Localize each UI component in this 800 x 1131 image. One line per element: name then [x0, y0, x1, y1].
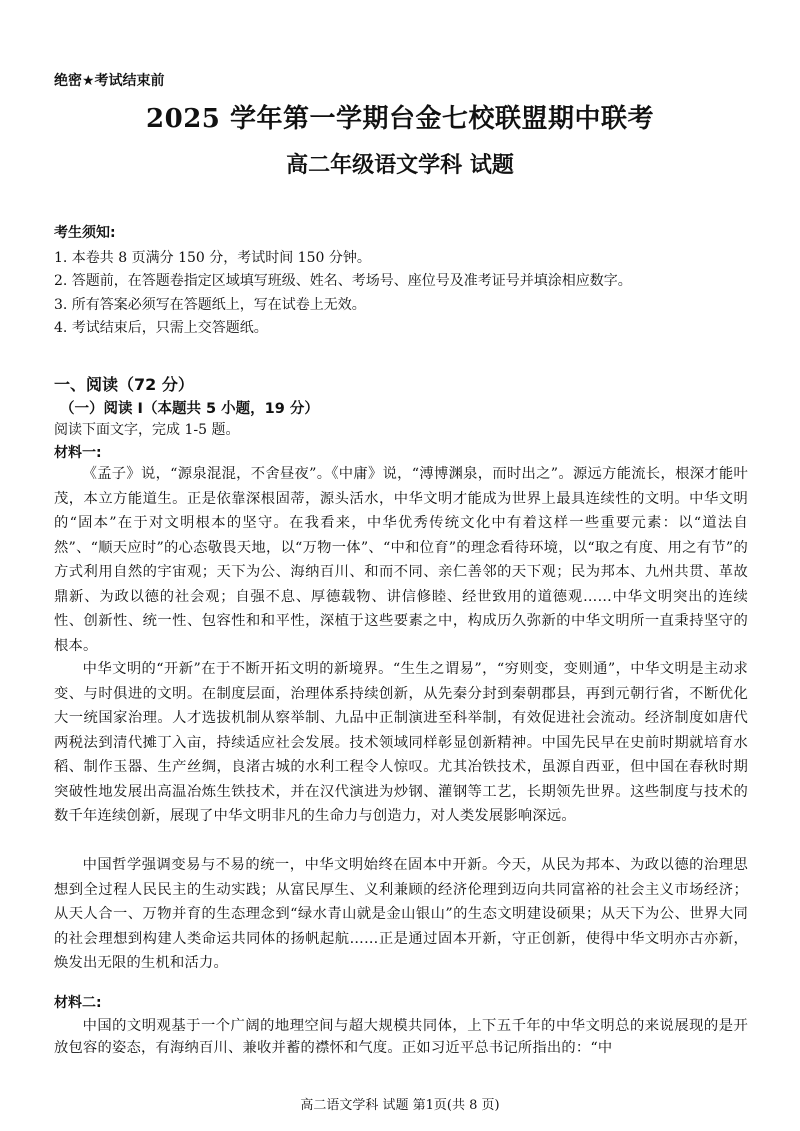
part-title: （一）阅读 Ⅰ（本题共 5 小题，19 分） [60, 401, 319, 417]
secret-mark: 绝密★考试结束前 [54, 73, 165, 89]
exam-subtitle: 高二年级语文学科 试题 [286, 152, 514, 178]
notice-item: 2. 答题前，在答题卷指定区域填写班级、姓名、考场号、座位号及准考证号并填涂相应数字。 [54, 273, 632, 290]
material-two-paragraph-1: 中国的文明观基于一个广阔的地理空间与超大规模共同体，上下五千年的中华文明总的来说展现的是开放包容的姿态，有海纳百川、兼收并蓄的襟怀和气度。正如习近平总书记所指出的：“中 [54, 1018, 748, 1056]
section-title: 一、阅读（72 分） [54, 375, 194, 394]
page-footer: 高二语文学科 试题 第1页(共 8 页) [300, 1098, 500, 1113]
exam-title: 2025 学年第一学期台金七校联盟期中联考 [146, 104, 654, 134]
notice-list [54, 247, 754, 340]
material-two-label: 材料二: [54, 995, 102, 1011]
reading-instruction: 阅读下面文字，完成 1-5 题。 [54, 422, 240, 438]
material-one-paragraph-1: 《孟子》说，“源泉混混，不舍昼夜”。《中庸》说，“溥博渊泉，而时出之”。源远方能流长，根深才能叶茂，本立方能道生。正是依靠深根固蒂，源头活水，中华文明才能成为世界上最具连续性的文明。中华文明的“固本”在于对文明根本的坚守。在我看来，中华优秀传统文化中有着这样一些重要元素：以“道法自然”、“顺天应时”的心态敬畏天地，以“万物一体”、“中和位育”的理念看待环境，以“取之有度、用之有节”的方式利用自然的宇宙观；天下为公、海纳百川、和而不同、亲仁善邻的天下观；民为邦本、九州共贯、革故鼎新、为政以德的社会观；自强不息、厚德载物、讲信修睦、经世致用的道德观……中华文明突出的连续性、创新性、统一性、包容性和和平性，深植于这些要素之中，构成历久弥新的中华文明所一直秉持坚守的根本。 [54, 466, 748, 654]
notice-heading: 考生须知: [54, 225, 116, 241]
notice-item: 3. 所有答案必须写在答题纸上，写在试卷上无效。 [54, 296, 366, 313]
notice-item: 4. 考试结束后，只需上交答题纸。 [54, 319, 268, 336]
material-one-label: 材料一: [54, 445, 102, 461]
notice-item: 1. 本卷共 8 页满分 150 分，考试时间 150 分钟。 [54, 250, 371, 266]
material-one-paragraph-2: 中华文明的“开新”在于不断开拓文明的新境界。“生生之谓易”，“穷则变，变则通”，中华文明是主动求变、与时俱进的文明。在制度层面，治理体系持续创新，从先秦分封到秦朝郡县，再到元朝行省，不断优化大一统国家治理。人才选拔机制从察举制、九品中正制演进至科举制，有效促进社会流动。经济制度如唐代两税法到清代摊丁入亩，持续适应社会发展。技术领域同样彰显创新精神。中国先民早在史前时期就培育水稻、制作玉器、生产丝绸，良渚古城的水利工程令人惊叹。尤其冶铁技术，虽源自西亚，但中国在春秋时期突破性地发展出高温冶炼生铁技术，并在汉代演进为炒钢、灌钢等工艺，长期领先世界。这些制度与技术的数千年连续创新，展现了中华文明非凡的生命力与创造力，对人类发展影响深远。 [54, 661, 748, 824]
material-one-paragraph-3: 中国哲学强调变易与不易的统一，中华文明始终在固本中开新。今天，从民为邦本、为政以德的治理思想到全过程人民民主的生动实践；从富民厚生、义利兼顾的经济伦理到迈向共同富裕的社会主义市场经济；从天人合一、万物并育的生态理念到“绿水青山就是金山银山”的生态文明建设硕果；从天下为公、世界大同的社会理想到构建人类命运共同体的扬帆起航……正是通过固本开新，守正创新，使得中华文明亦古亦新，焕发出无限的生机和活力。 [54, 857, 748, 971]
